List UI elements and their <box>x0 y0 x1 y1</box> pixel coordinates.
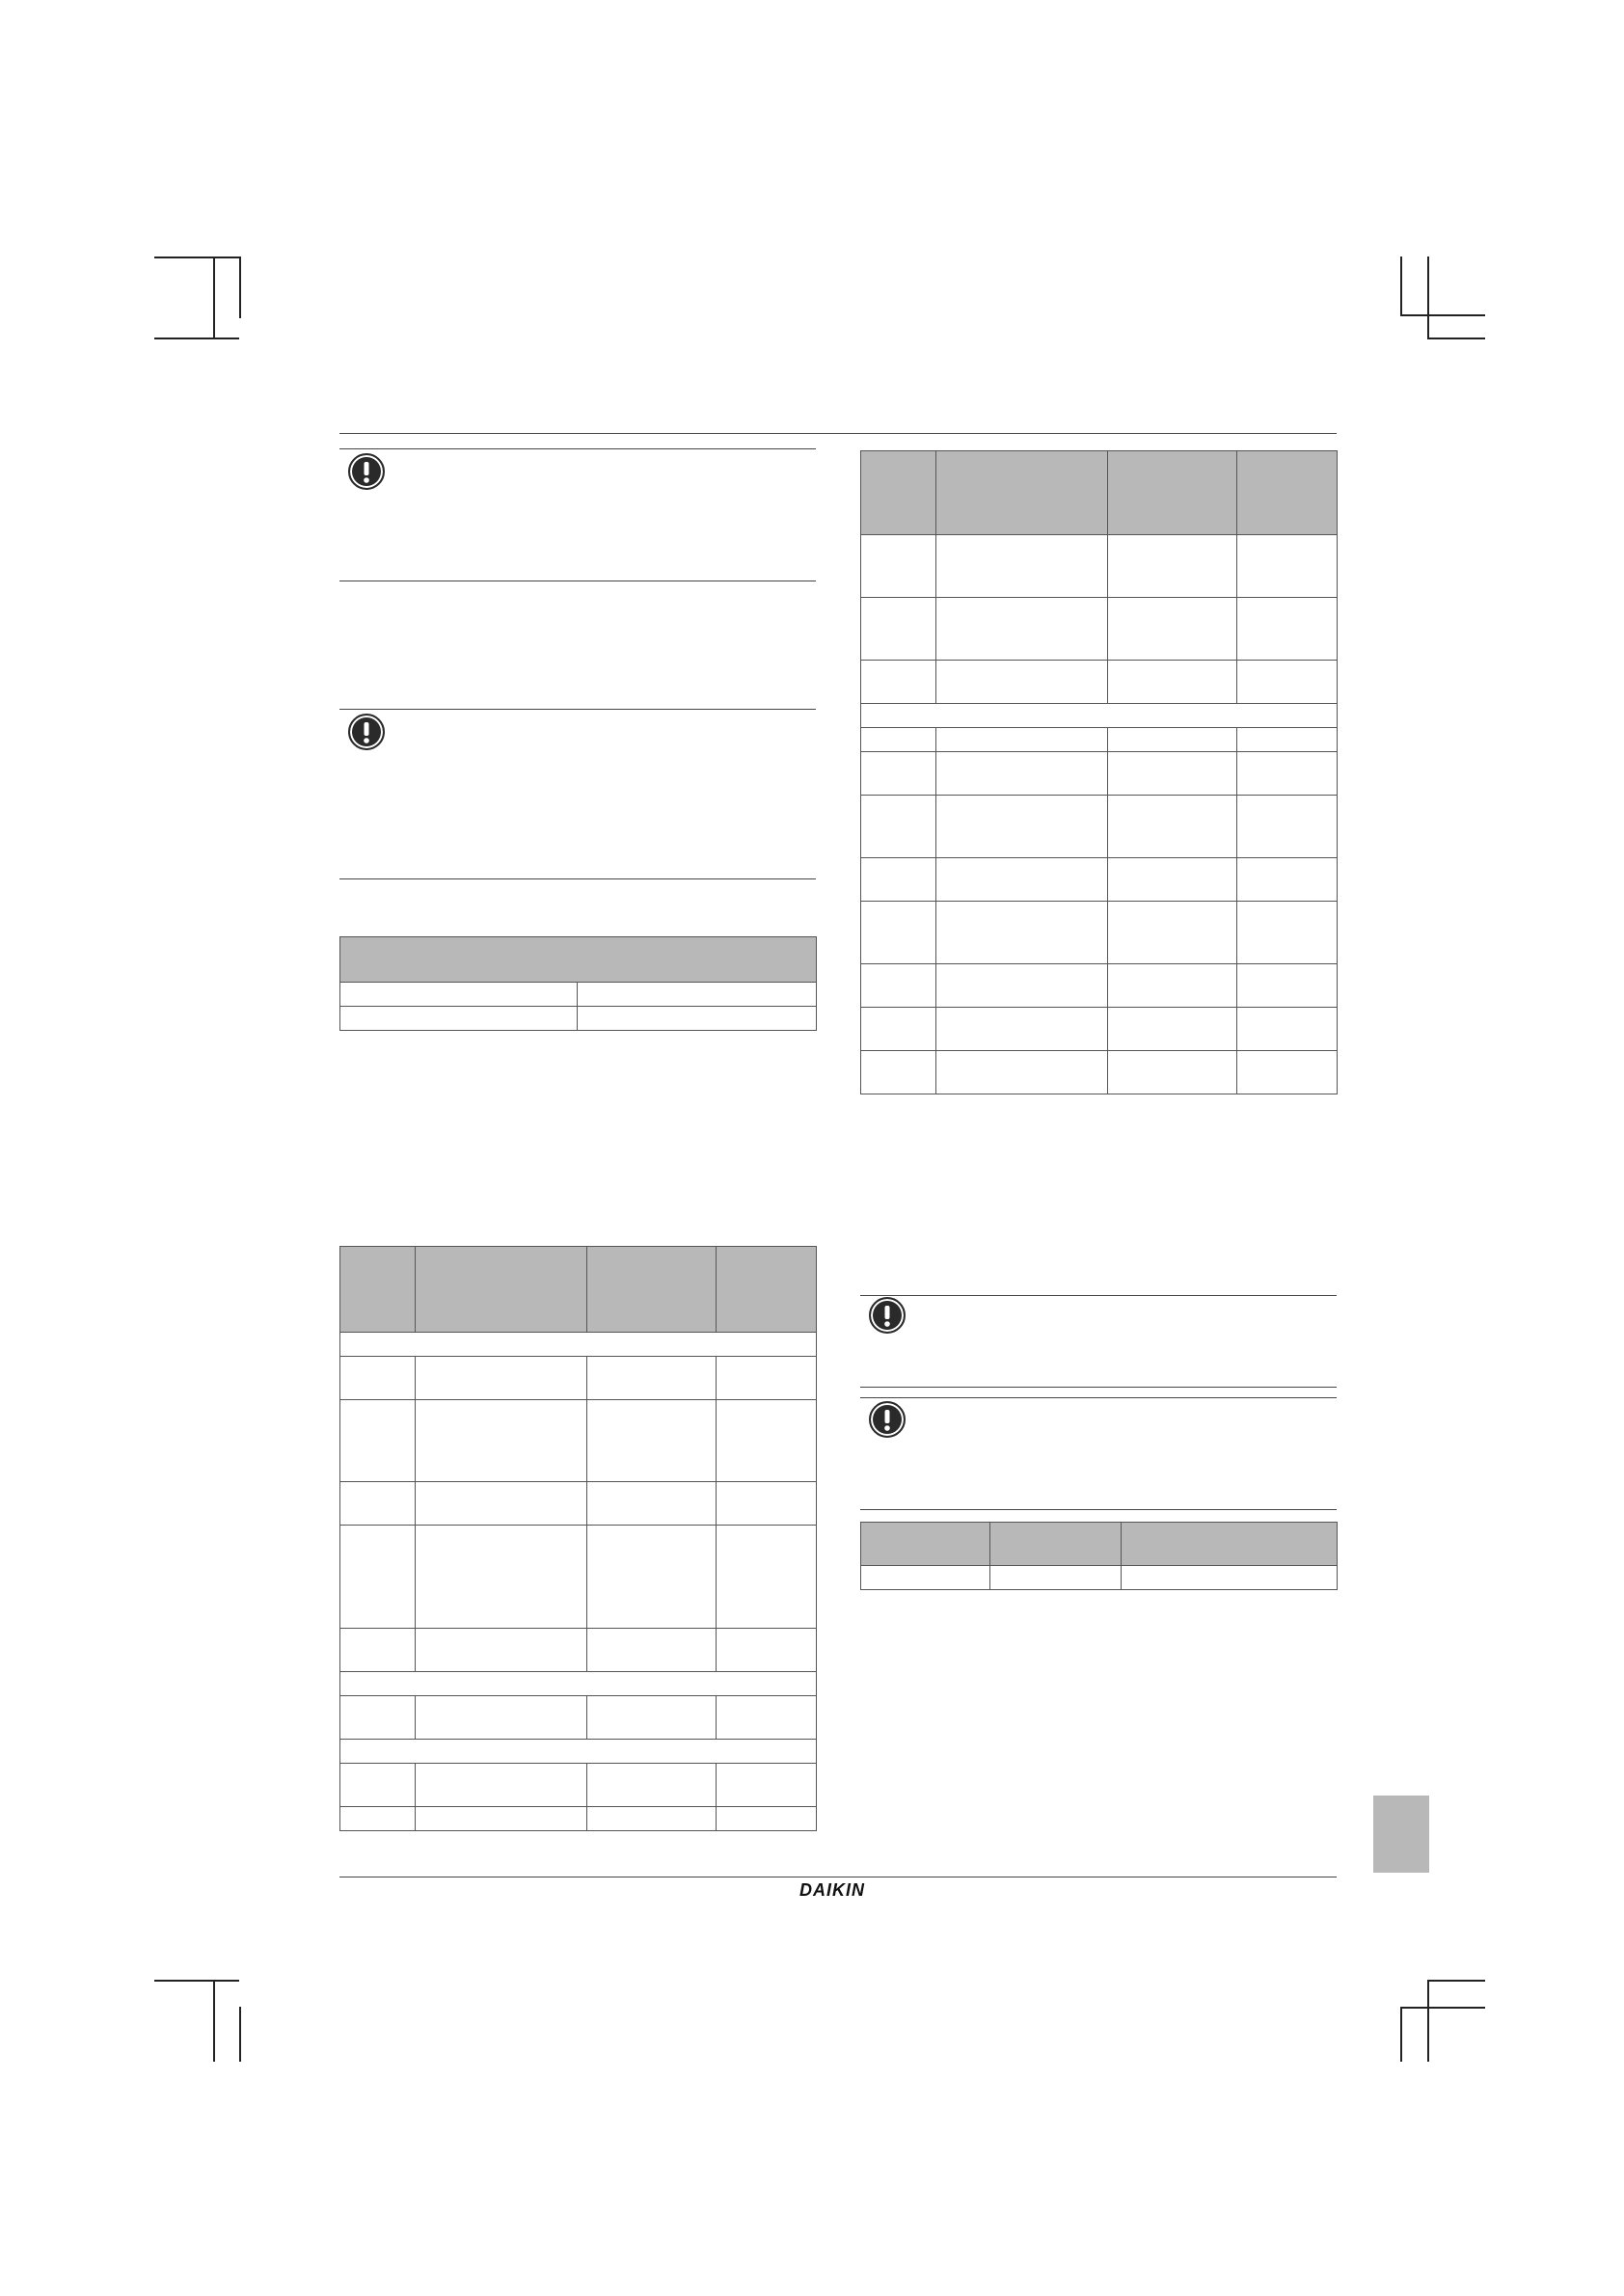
crop-mark <box>1427 1980 1429 2062</box>
table-row <box>861 535 1338 598</box>
table-header-row <box>861 1523 1338 1566</box>
notice-top-rule <box>339 709 816 710</box>
table-row <box>340 1357 817 1400</box>
crop-mark <box>213 257 215 338</box>
table-header-row <box>340 1247 817 1333</box>
small-table-right <box>860 1522 1338 1590</box>
table-row <box>340 1482 817 1526</box>
table-row <box>340 1764 817 1807</box>
table-row <box>861 1051 1338 1094</box>
notice-bottom-rule <box>860 1509 1337 1510</box>
notice-top-rule <box>860 1397 1337 1398</box>
small-table <box>339 936 817 1031</box>
crop-mark <box>1427 338 1485 339</box>
brand-logo: DAIKIN <box>799 1880 865 1900</box>
crop-mark <box>1400 257 1402 316</box>
data-table-left <box>339 1246 817 1831</box>
table-row <box>340 1007 817 1031</box>
table-row <box>861 964 1338 1008</box>
table-row <box>861 1008 1338 1051</box>
table-section-row <box>340 1740 817 1764</box>
exclamation-notice-icon <box>348 714 385 750</box>
exclamation-notice-icon <box>869 1297 906 1334</box>
table-row <box>340 1400 817 1482</box>
notice-top-rule <box>860 1295 1337 1296</box>
table-row <box>861 796 1338 858</box>
crop-mark <box>1400 2007 1402 2062</box>
notice-bottom-rule <box>860 1387 1337 1388</box>
crop-mark <box>239 257 241 318</box>
crop-mark <box>154 257 239 258</box>
notice-top-rule <box>339 448 816 449</box>
data-table-right <box>860 450 1338 1094</box>
crop-mark <box>154 338 239 339</box>
table-row <box>340 1807 817 1831</box>
notice-bottom-rule <box>339 878 816 879</box>
crop-mark <box>239 2007 241 2062</box>
header-rule <box>339 433 1337 434</box>
table-row <box>861 858 1338 902</box>
table-section-row <box>340 1672 817 1696</box>
crop-mark <box>213 1980 215 2062</box>
crop-mark <box>154 1980 239 1982</box>
crop-mark <box>1427 257 1429 338</box>
crop-mark <box>1400 2007 1485 2009</box>
table-row <box>340 1629 817 1672</box>
table-row <box>340 983 817 1007</box>
exclamation-notice-icon <box>348 453 385 490</box>
exclamation-notice-icon <box>869 1401 906 1438</box>
table-section-row <box>340 1333 817 1357</box>
table-header-row <box>861 451 1338 535</box>
table-row <box>861 598 1338 661</box>
table-header-row <box>340 937 817 983</box>
crop-mark <box>1427 1980 1485 1982</box>
table-row <box>340 1696 817 1740</box>
table-row <box>861 752 1338 796</box>
table-section-row <box>861 704 1338 728</box>
table-row <box>340 1526 817 1629</box>
table-row <box>861 902 1338 964</box>
table-row <box>861 1566 1338 1590</box>
table-row <box>861 661 1338 704</box>
table-row <box>861 728 1338 752</box>
crop-mark <box>1400 314 1485 316</box>
side-thumb-tab <box>1373 1796 1429 1873</box>
